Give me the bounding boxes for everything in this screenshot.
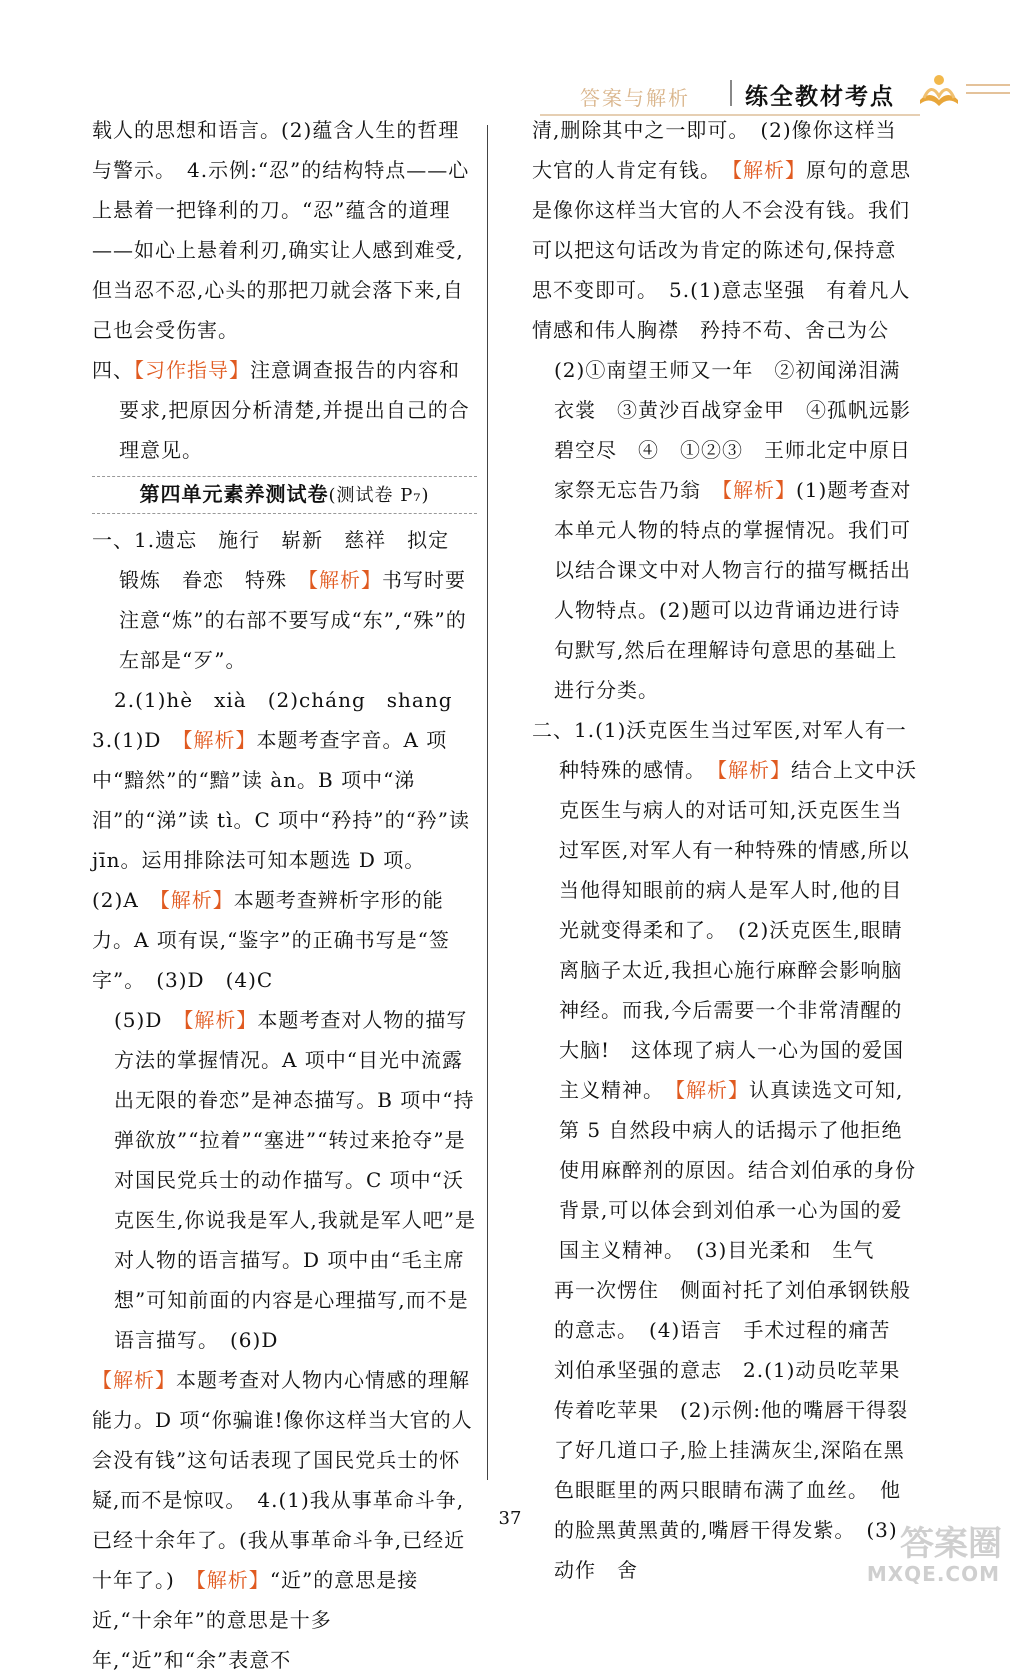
answer-text: 3.(1)D [92, 728, 183, 752]
answer-text: (5)D [114, 1008, 184, 1032]
right-column [532, 110, 932, 1590]
header-decor-lines [966, 84, 1010, 100]
analysis-label: 【解析】 [183, 1008, 258, 1032]
analysis-label: 【解析】 [732, 158, 806, 182]
analysis-label: 【解析】 [675, 1078, 749, 1102]
analysis-label: 【解析】 [308, 568, 382, 592]
answer-paragraph [532, 710, 917, 1270]
answer-text: “近”的意思是接近,“十余年”的意思是十多年,“近”和“余”表意不 [92, 1568, 419, 1672]
answer-paragraph [92, 1000, 477, 1360]
answer-paragraph [92, 520, 477, 680]
answer-text: 本题考查对人物内心情感的理解能力。D 项“你骗谁!像你这样当大官的人会没有钱”这句话表现了国民党兵士的怀疑,而不是惊叹。 4.(1)我从事革命斗争,已经十余年了。(我从事革命斗争,已经近十年了。) [92, 1368, 473, 1592]
answer-text: 认真读选文可知,第 5 自然段中病人的话揭示了他拒绝使用麻醉剂的原因。结合刘伯承的身份背景,可以体会到刘伯承一心为国的爱国主义精神。 (3)目光柔和 生气 [559, 1078, 916, 1262]
header-tag: 答案与解析 [580, 86, 690, 110]
watermark [852, 1516, 1002, 1586]
left-column [92, 110, 477, 1680]
answer-paragraph: 再一次愣住 侧面衬托了刘伯承钢铁般的意志。 (4)语言 手术过程的痛苦 刘伯承坚强的意志 2.(1)动员吃苹果 传着吃苹果 (2)示例:他的嘴唇干得裂了好几道口子,脸上挂满灰尘,深陷在黑色眼眶里的两只眼睛布满了血丝。 他的脸黑黄黑黄的,嘴唇干得发紫。 (3)动作 舍 [554, 1278, 922, 1582]
answer-paragraph [532, 110, 917, 350]
watermark-bottom: MXQE.COM [866, 1562, 1000, 1586]
answer-paragraph: 2.(1)hè xià (2)cháng shang [114, 688, 453, 712]
header-title: 练全教材考点 [745, 84, 895, 110]
watermark-top: 答案圈 [900, 1524, 1002, 1564]
analysis-label: 【解析】 [92, 1368, 176, 1392]
answer-text: 本题考查对人物的描写方法的掌握情况。A 项中“目光中流露出无限的眷恋”是神态描写。B 项中“持弹欲放”“拉着”“塞进”“转过来抢夺”是对国民党兵士的动作描写。C 项中“沃克医生,你说我是军人,我就是军人吧”是对人物的语言描写。D 项中由“毛主席想”可知前面的内容是心理描写,而不是语言描写。 (6)D [114, 1008, 476, 1352]
answer-text: 一、1.遗忘 施行 崭新 慈祥 拟定 锻炼 眷恋 特殊 [92, 528, 471, 592]
answer-text: 注意调查报告的内容和要求,把原因分析清楚,并提出自己的合理意见。 [119, 358, 470, 462]
section-title-text: 第四单元素养测试卷 [139, 482, 329, 506]
analysis-label: 【解析】 [195, 1568, 270, 1592]
answer-text: 书写时要注意“炼”的右部不要写成“东”,“殊”的左部是“歹”。 [119, 568, 467, 672]
answer-text: 清,删除其中之一即可。 (2)像你这样当大官的人肯定有钱。 [532, 118, 897, 182]
analysis-label: 【解析】 [182, 728, 257, 752]
analysis-label: 【解析】 [159, 888, 234, 912]
analysis-label: 【解析】 [717, 758, 791, 782]
answer-paragraph [92, 720, 477, 1000]
answer-text: (2)①南望王师又一年 ②初闻涕泪满衣裳 ③黄沙百战穿金甲 ④孤帆远影碧空尽 ④ ①②③ 王师北定中原日 家祭无忘告乃翁 [554, 358, 932, 502]
answer-text: 结合上文中沃克医生与病人的对话可知,沃克医生当过军医,对军人有一种特殊的情感,所以当他得知眼前的病人是军人时,他的目光就变得柔和了。 (2)沃克医生,眼睛离脑子太近,我担心施行麻醉会影响脑神经。而我,今后需要一个非常清醒的大脑! 这体现了病人一心为国的爱国主义精神。 [559, 758, 917, 1102]
book-logo-icon [916, 70, 962, 110]
answer-text: 二、1.(1)沃克医生当过军医,对军人有一种特殊的感情。 [532, 718, 907, 782]
answer-text: 原句的意思是像你这样当大官的人不会没有钱。我们可以把这句话改为肯定的陈述句,保持意思不变即可。 5.(1)意志坚强 有着凡人情感和伟人胸襟 矜持不苟、舍己为公 [532, 158, 911, 342]
answer-text: 本题考查字音。A 项中“黯然”的“黯”读 àn。B 项中“涕泪”的“涕”读 tì。C 项中“矜持”的“矜”读 jīn。运用排除法可知本题选 D 项。 (2)A [92, 728, 471, 912]
answer-text: (1)题考查对本单元人物的特点的掌握情况。我们可以结合课文中对人物言行的描写概括出人物特点。(2)题可以边背诵边进行诗句默写,然后在理解诗句意思的基础上进行分类。 [554, 478, 912, 702]
answer-text: 四、 [92, 358, 134, 382]
analysis-label: 【解析】 [722, 478, 796, 502]
page-number: 37 [498, 1508, 522, 1529]
answer-paragraph [532, 350, 932, 710]
header-divider [730, 80, 732, 106]
section-title [92, 476, 477, 514]
analysis-label: 【习作指导】 [134, 358, 250, 382]
answer-paragraph: 载人的思想和语言。(2)蕴含人生的哲理与警示。 4.示例:“忍”的结构特点——心上悬着一把锋利的刀。“忍”蕴含的道理——如心上悬着利刃,确实让人感到难受,但当忍不忍,心头的那把刀就会落下来,自己也会受伤害。 [92, 118, 470, 342]
column-divider [487, 125, 488, 1480]
answer-paragraph [92, 350, 477, 470]
section-title-note: (测试卷 P₇) [328, 485, 430, 506]
answer-text: 本题考查辨析字形的能力。A 项有误,“鉴字”的正确书写是“签字”。 (3)D (4)C [92, 888, 450, 992]
